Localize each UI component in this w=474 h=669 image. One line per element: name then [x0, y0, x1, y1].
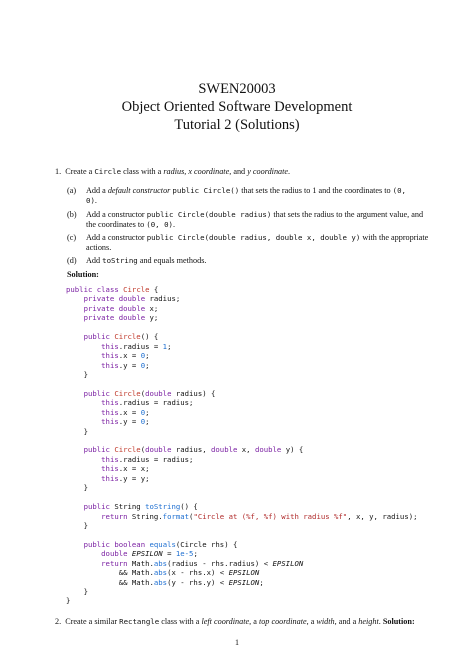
code-line: public Circle(double radius, double x, double y) {	[83, 445, 304, 455]
subject-title: Object Oriented Software Development	[121, 99, 353, 115]
q1-em: y coordinate	[247, 167, 289, 176]
q1-text: ,	[184, 167, 189, 176]
code-line	[66, 379, 418, 388]
code-line: this.y = y;	[101, 473, 150, 483]
code-line: double EPSILON = 1e-5;	[101, 549, 198, 559]
code-line: this.y = 0;	[101, 417, 150, 427]
code-line: this.radius = radius;	[101, 398, 194, 408]
q1-text: Create a	[65, 167, 95, 176]
code-line: public boolean equals(Circle rhs) {	[83, 539, 238, 549]
code-line	[66, 436, 418, 445]
code-line: }	[66, 369, 88, 379]
code-line: }	[66, 596, 71, 606]
question-2-number: 2.	[55, 617, 62, 626]
item-c: Add a constructor public Circle(double radius, double x, double y) with the appropriate actions.	[86, 233, 429, 252]
code-line: }	[66, 520, 88, 530]
course-code: SWEN20003	[198, 81, 276, 97]
code-line: }	[66, 426, 88, 436]
code-line: this.x = 0;	[101, 351, 150, 361]
code-line: this.radius = 1;	[101, 341, 172, 351]
q1-em: x coordinate	[188, 167, 230, 176]
item-a-label: (a)	[67, 186, 77, 195]
code-line: }	[66, 483, 88, 493]
code-line	[66, 530, 418, 539]
q1-code: Circle	[94, 167, 122, 176]
code-line: private double radius;	[83, 294, 181, 304]
item-a: Add a default constructor public Circle() that sets the radius to 1 and the coordinates to (0, 0).	[86, 186, 407, 205]
q1-text: .	[288, 167, 291, 176]
q1-text: class with a	[121, 167, 164, 176]
code-line: public Circle() {	[83, 332, 159, 342]
item-c-label: (c)	[67, 233, 77, 242]
code-line: this.x = x;	[101, 464, 150, 474]
code-line: return String.format("Circle at (%f, %f) with radius %f", x, y, radius);	[101, 511, 418, 521]
code-line: && Math.abs(x - rhs.x) < EPSILON	[66, 568, 260, 578]
solution-label: Solution:	[67, 270, 99, 279]
tutorial-title: Tutorial 2 (Solutions)	[174, 117, 300, 133]
code-line: this.x = 0;	[101, 407, 150, 417]
code-line: this.y = 0;	[101, 360, 150, 370]
code-line: public class Circle {	[66, 285, 159, 294]
item-b-label: (b)	[67, 210, 77, 219]
code-line: }	[66, 587, 88, 596]
code-listing	[66, 285, 418, 606]
code-line: public Circle(double radius) {	[83, 388, 216, 398]
item-d-label: (d)	[67, 256, 77, 265]
item-d: Add toString and equals methods.	[86, 256, 207, 265]
code-line: public String toString() {	[83, 502, 198, 512]
q1-em: radius	[163, 167, 185, 176]
code-line: return Math.abs(radius - rhs.radius) < EPSILON	[101, 558, 304, 568]
code-line: private double x;	[83, 303, 159, 313]
item-b: Add a constructor public Circle(double radius) that sets the radius to the argument value, and the coordinates to (0, 0).	[86, 210, 424, 229]
question-1-number: 1.	[55, 167, 62, 176]
page-number: 1	[235, 638, 239, 647]
code-line: private double y;	[83, 313, 159, 323]
q1-text: , and	[229, 167, 248, 176]
code-line	[66, 323, 418, 332]
question-1	[55, 167, 290, 177]
code-line	[66, 493, 418, 502]
code-line: && Math.abs(y - rhs.y) < EPSILON;	[66, 577, 264, 587]
code-line: this.radius = radius;	[101, 454, 194, 464]
question-2: 2. Create a similar Rectangle class with a left coordinate, a top coordinate, a width, and a height. Solution:	[55, 617, 415, 626]
